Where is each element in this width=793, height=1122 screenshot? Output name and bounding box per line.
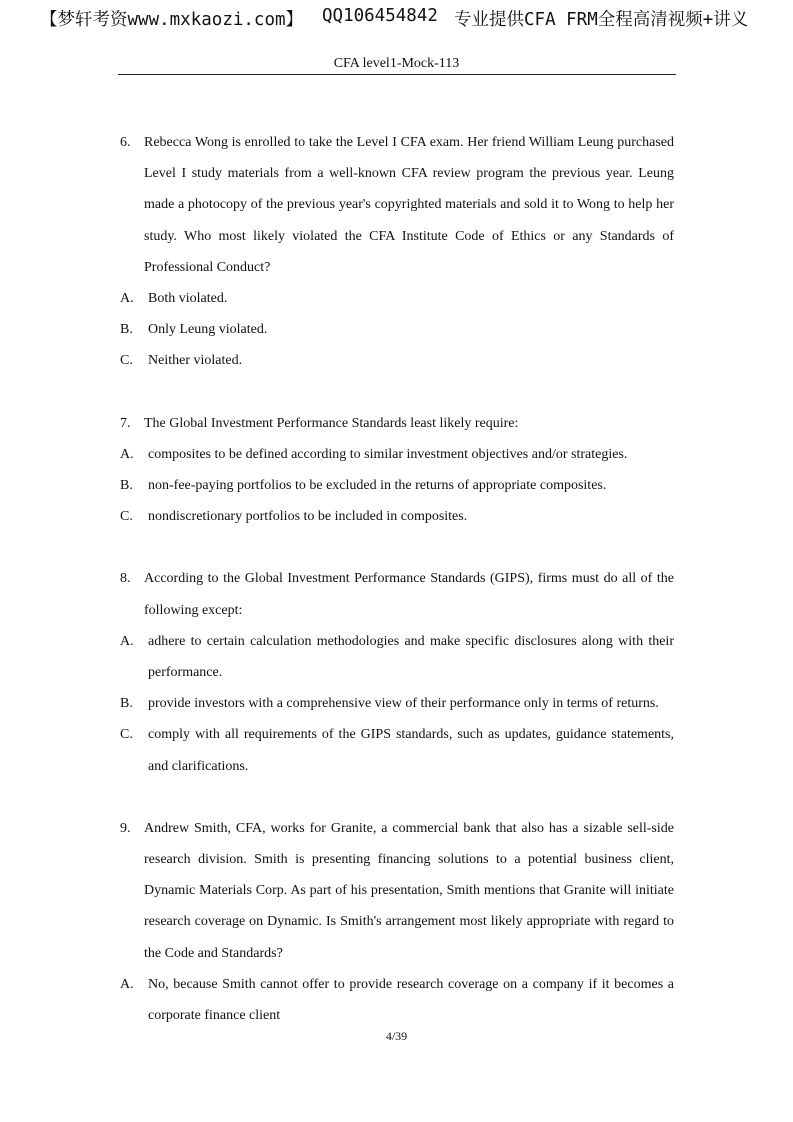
option-text: comply with all requirements of the GIPS standards, such as updates, guidance statements, and clarifications. xyxy=(148,727,674,774)
answer-option xyxy=(120,439,674,470)
option-letter: A. xyxy=(120,976,134,992)
question-number: 9. xyxy=(120,820,131,836)
promo-banner xyxy=(0,6,793,34)
question-number: 7. xyxy=(120,415,131,431)
question-8 xyxy=(120,563,674,781)
question-number: 8. xyxy=(120,571,131,587)
option-letter: C. xyxy=(120,353,133,369)
option-letter: B. xyxy=(120,696,133,712)
option-text: Both violated. xyxy=(148,291,228,307)
question-number: 6. xyxy=(120,135,131,150)
answer-option xyxy=(120,626,674,688)
option-text: composites to be defined according to similar investment objectives and/or strategies. xyxy=(148,446,628,462)
option-text: nondiscretionary portfolios to be included in composites. xyxy=(148,509,468,525)
banner-site: 【梦轩考资www.mxkaozi.com】 xyxy=(40,10,304,30)
header-divider xyxy=(118,74,676,75)
answer-option xyxy=(120,470,674,501)
question-text: Andrew Smith, CFA, works for Granite, a commercial bank that also has a sizable sell-side research division. Smith is presenting financing solutions to a potential business client, Dynamic Materials Corp. As part of his presentation, Smith mentions that Granite will initiate research coverage on Dynamic. Is Smith's arrangement most likely appropriate with regard to the Code and Standards? xyxy=(144,820,674,961)
option-letter: C. xyxy=(120,727,133,743)
option-letter: A. xyxy=(120,633,134,649)
question-text: According to the Global Investment Performance Standards (GIPS), firms must do all of the following except: xyxy=(144,571,674,618)
answer-option xyxy=(120,688,674,719)
answer-option xyxy=(120,314,674,345)
page-number: 4/39 xyxy=(385,1029,408,1043)
question-9 xyxy=(120,813,674,1031)
question-text: The Global Investment Performance Standards least likely require: xyxy=(144,415,519,431)
option-letter: A. xyxy=(120,446,134,462)
option-text: No, because Smith cannot offer to provide research coverage on a company if it becomes a corporate finance client xyxy=(148,976,674,1024)
option-letter: A. xyxy=(120,291,134,307)
option-text: Only Leung violated. xyxy=(148,322,268,338)
banner-qq: QQ106454842 xyxy=(322,6,438,26)
banner-promo: 专业提供CFA FRM全程高清视频+讲义 xyxy=(454,10,749,30)
answer-option xyxy=(120,719,674,781)
option-text: provide investors with a comprehensive view of their performance only in terms of returns. xyxy=(148,696,659,712)
question-list xyxy=(120,127,674,1062)
answer-option xyxy=(120,283,674,314)
option-text: Neither violated. xyxy=(148,353,243,369)
option-letter: C. xyxy=(120,509,133,525)
answer-option xyxy=(120,969,674,1031)
option-letter: B. xyxy=(120,478,133,494)
option-text: non-fee-paying portfolios to be excluded in the returns of appropriate composites. xyxy=(148,478,607,494)
answer-option xyxy=(120,345,674,376)
option-text: adhere to certain calculation methodologies and make specific disclosures along with their performance. xyxy=(148,633,674,681)
option-letter: B. xyxy=(120,322,133,338)
question-7 xyxy=(120,408,674,533)
question-6 xyxy=(120,127,674,377)
answer-option xyxy=(120,501,674,532)
question-text: Rebecca Wong is enrolled to take the Level I CFA exam. Her friend William Leung purchased Level I study materials from a well-known CFA review program the previous year. Leung made a photocopy of the previous year's copyrighted materials and sold it to Wong to help her study. Who most likely violated the CFA Institute Code of Ethics or any Standards of Professional Conduct? xyxy=(144,135,674,275)
page-title: CFA level1-Mock-113 xyxy=(333,56,460,71)
